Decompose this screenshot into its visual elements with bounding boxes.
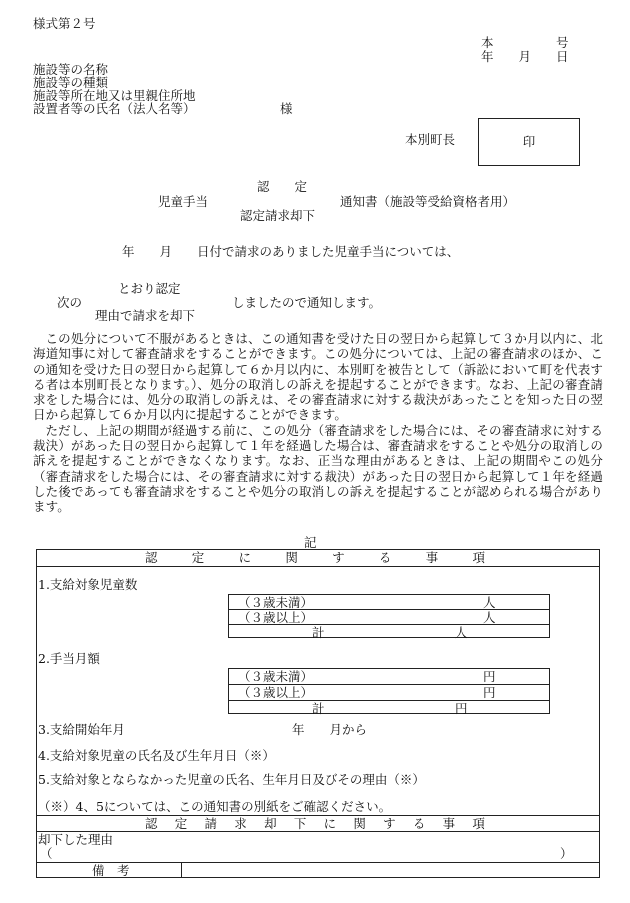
amount-under3-unit: 円: [483, 669, 496, 684]
section2-title-char: 事: [442, 816, 456, 831]
amount-under3-label: （３歳未満）: [238, 669, 314, 684]
founder-name-label: 設置者等の氏名（法人名等）: [33, 101, 196, 116]
children-total-unit: 人: [455, 625, 468, 640]
section2-title-char: 却: [264, 816, 277, 831]
amount-over3-label: （３歳以上）: [238, 685, 314, 700]
item3-value: 年 月から: [292, 722, 368, 737]
section2-title-char: 下: [293, 816, 307, 831]
children-under3-label: （３歳未満）: [238, 595, 314, 610]
notice-paragraph-2: ただし、上記の期間が経過する前に、この処分（審査請求をした場合には、その審査請求に対する裁決）があった日の翌日から起算して１年を経過した場合は、審査請求をすることや処分の取消しの訴えを提起することができなくなります。なお、正当な理由があるときは、上記の期間やこの処分（審査請求をした場合には、その審査請求に対する裁決）があった日の翌日から起算して１年を経過した後であっても審査請求をすることや処分の取消しの訴えを提起することが認められる場合があります。: [33, 422, 603, 515]
facility-name-label: 施設等の名称: [33, 62, 109, 77]
children-total-label: 計: [312, 625, 325, 640]
notice-paragraph-1: この処分について不服があるときは、この通知書を受けた日の翌日から起算して３か月以内に、北海道知事に対して審査請求をすることができます。この処分については、上記の審査請求のほか、この通知を受けた日の翌日から起算して６か月以内に、本別町を被告として（訴訟において町を代表する者は本別町長となります。）、処分の取消しの訴えを提起することができます。なお、上記の審査請求をした場合には、処分の取消しの訴えは、その審査請求に対する裁決があったことを知った日の翌日から起算して６か月以内に提起することができます。: [33, 331, 603, 423]
date-label: 年 月 日: [481, 49, 569, 64]
section1-title-char: 関: [285, 550, 298, 565]
notice-text: [33, 331, 603, 515]
rejection-reason-label: 却下した理由: [38, 832, 114, 847]
rejection-reason-paren-open: （: [40, 846, 53, 861]
section1-title-char: 定: [191, 550, 205, 565]
children-over3-unit: 人: [483, 610, 496, 625]
rejection-reason-paren-close: ）: [560, 846, 573, 861]
children-over3-label: （３歳以上）: [238, 610, 314, 625]
section2-top-divider: [36, 815, 600, 816]
heading-reject: 認定請求却下: [240, 208, 316, 223]
section1-title-char: に: [238, 550, 252, 565]
section1-title-char: す: [332, 550, 345, 565]
decision-option-approve: とおり認定: [118, 281, 181, 296]
heading-notice-title: 通知書（施設等受給資格者用）: [340, 194, 516, 209]
seal-mark: 印: [522, 133, 536, 149]
ki-mark: 記: [304, 535, 317, 550]
heading-approve: 認 定: [257, 179, 308, 194]
remarks-label: 備 考: [92, 863, 130, 878]
amount-total-unit: 円: [455, 701, 468, 716]
issuer-title: 本別町長: [405, 132, 456, 147]
facility-location-label: 施設等所在地又は里親住所地: [33, 88, 196, 103]
amount-over3-unit: 円: [483, 685, 496, 700]
section2-title: [145, 817, 485, 831]
section1-title-char: る: [378, 550, 392, 565]
section1-title: [145, 551, 485, 565]
remarks-column-divider: [181, 862, 182, 878]
section2-header-divider: [36, 831, 600, 832]
section2-title-char: 項: [472, 816, 485, 831]
footnote: （※）4、5については、この通知書の別紙をご確認ください。: [38, 799, 392, 814]
seal-box: [478, 118, 580, 166]
item3-label: 3.支給開始年月: [38, 722, 125, 737]
item4-label: 4.支給対象児童の氏名及び生年月日（※）: [38, 748, 275, 763]
form-number: 様式第２号: [33, 16, 96, 31]
decision-suffix: しましたので通知します。: [232, 295, 382, 310]
children-under3-unit: 人: [483, 595, 496, 610]
heading-child-allowance: 児童手当: [158, 194, 209, 209]
section2-title-char: 請: [204, 816, 218, 831]
facility-type-label: 施設等の種類: [33, 75, 109, 90]
decision-prefix: 次の: [57, 295, 83, 310]
section1-title-char: 認: [145, 550, 158, 565]
section2-title-char: 求: [234, 816, 247, 831]
honorific: 様: [280, 101, 293, 116]
item2-label: 2.手当月額: [38, 651, 100, 666]
item1-label: 1.支給対象児童数: [38, 577, 138, 592]
decision-option-reject: 理由で請求を却下: [95, 308, 196, 323]
section2-title-char: に: [323, 816, 337, 831]
intro-sentence: 年 月 日付で請求のありました児童手当については、: [122, 244, 460, 259]
section2-title-char: 定: [174, 816, 188, 831]
section2-title-char: 関: [353, 816, 366, 831]
section2-title-char: す: [383, 816, 396, 831]
section2-title-char: る: [412, 816, 426, 831]
section1-title-char: 項: [472, 550, 485, 565]
section1-header-divider: [36, 566, 600, 567]
item5-label: 5.支給対象とならなかった児童の氏名、生年月日及びその理由（※）: [38, 772, 425, 787]
document-number-label: 本 号: [481, 35, 569, 50]
section2-title-char: 認: [145, 816, 158, 831]
section1-title-char: 事: [425, 550, 439, 565]
amount-total-label: 計: [312, 701, 325, 716]
